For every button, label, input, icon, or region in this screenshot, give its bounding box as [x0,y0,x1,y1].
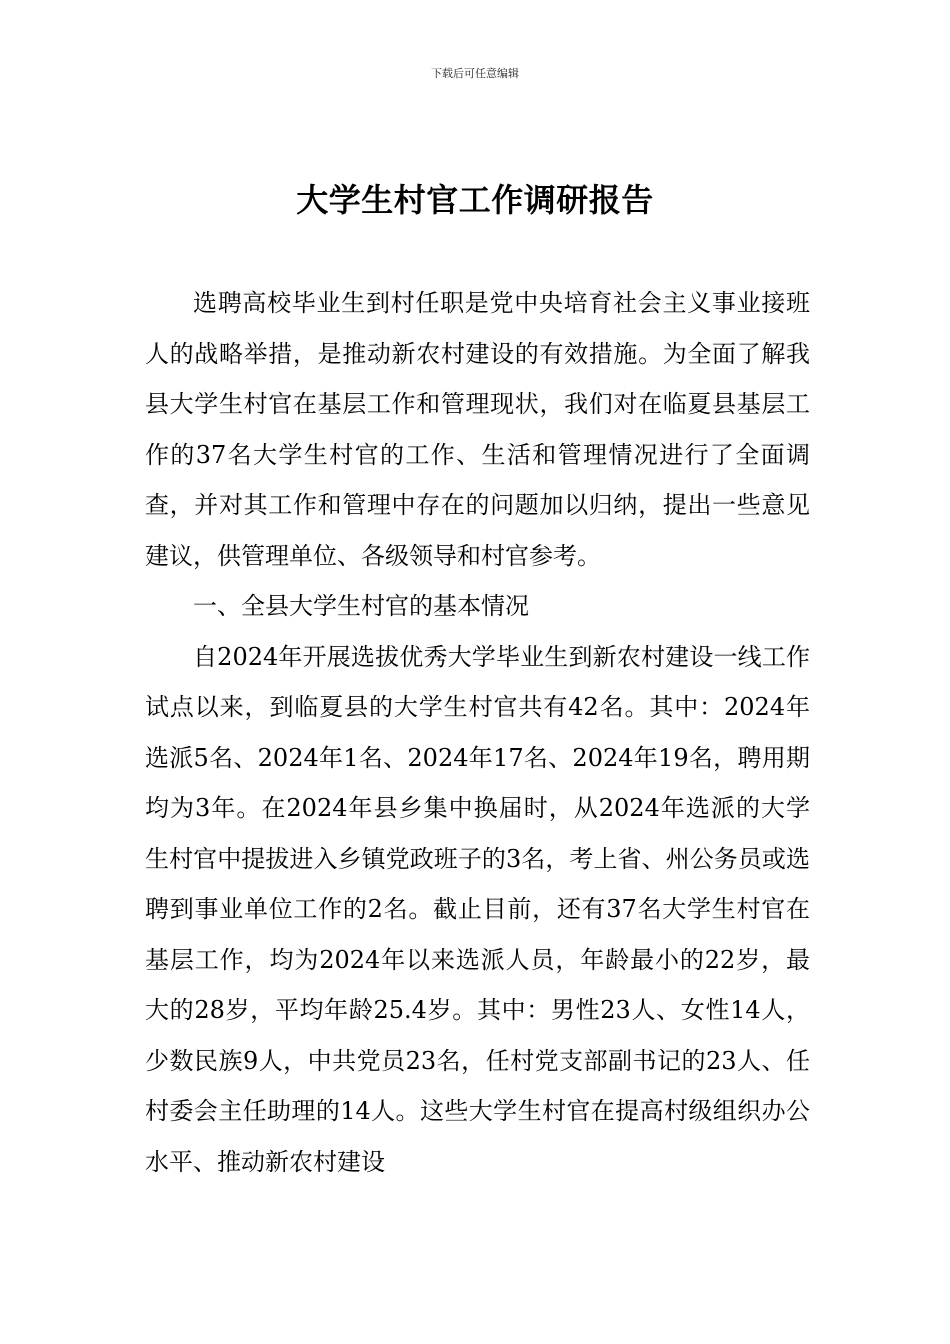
paragraph-intro: 选聘高校毕业生到村任职是党中央培育社会主义事业接班人的战略举措，是推动新农村建设的有效措施。为全面了解我县大学生村官在基层工作和管理现状，我们对在临夏县基层工作的37名大学生村官的工作、生活和管理情况进行了全面调查，并对其工作和管理中存在的问题加以归纳，提出一些意见建议，供管理单位、各级领导和村官参考。 [145,289,810,570]
section-heading-1: 一、全县大学生村官的基本情况 [193,592,529,620]
header-note: 下载后可任意编辑 [431,67,519,80]
document-body [145,278,810,1187]
document-title: 大学生村官工作调研报告 [296,181,654,219]
paragraph-basic-situation: 自2024年开展选拔优秀大学毕业生到新农村建设一线工作试点以来，到临夏县的大学生村官共有42名。其中：2024年选派5名、2024年1名、2024年17名、2024年19名，聘用期均为3年。在2024年县乡集中换届时，从2024年选派的大学生村官中提拔进入乡镇党政班子的3名，考上省、州公务员或选聘到事业单位工作的2名。截止目前，还有37名大学生村官在基层工作，均为2024年以来选派人员，年龄最小的22岁，最大的28岁，平均年龄25.4岁。其中：男性23人、女性14人，少数民族9人，中共党员23名，任村党支部副书记的23人、任村委会主任助理的14人。这些大学生村官在提高村级组织办公水平、推动新农村建设 [145,642,810,1176]
